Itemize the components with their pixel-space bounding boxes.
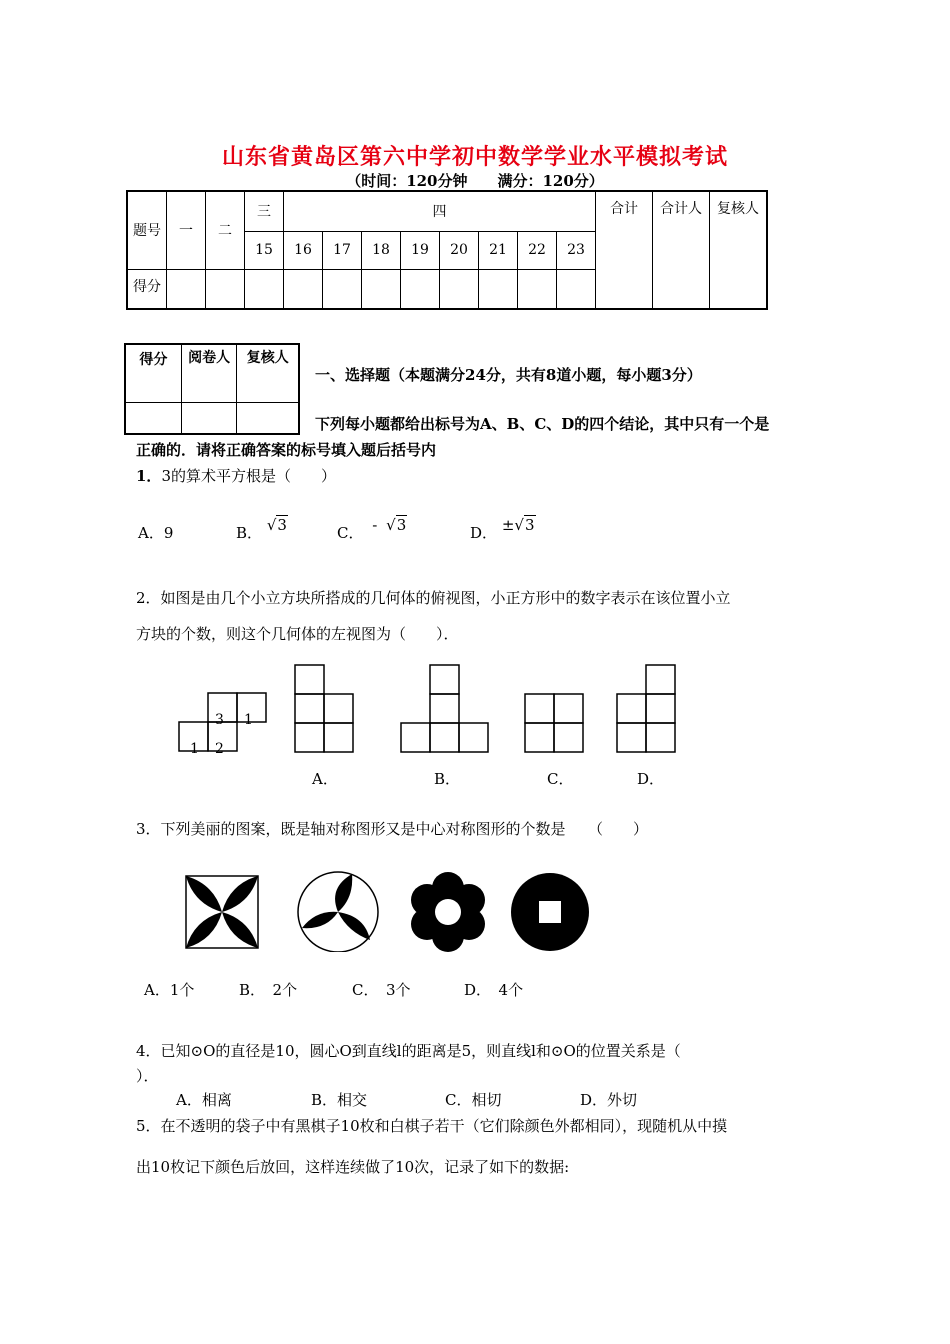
q1-option-d: D． ±√3 <box>470 516 535 542</box>
q2-option-label: D． <box>637 770 665 788</box>
heji-label: 合计 <box>596 191 653 309</box>
q2-option-label: A． <box>312 770 338 788</box>
grid-number: 3 <box>215 712 224 728</box>
section1-instruction-line1: 下列每小题都给出标号为A、B、C、D的四个结论，其中只有一个是 <box>315 415 770 433</box>
sqrt-icon: √3 <box>386 516 407 534</box>
score-table <box>126 190 768 310</box>
grid-number: 1 <box>244 712 253 728</box>
grid-number: 2 <box>215 741 224 757</box>
grader-fuheren-label: 复核人 <box>237 344 299 402</box>
tihao-label: 题号 <box>127 191 167 269</box>
q3-option-a: A．1个 <box>144 981 195 999</box>
score-cell[interactable] <box>401 269 440 309</box>
option-d-view <box>617 665 675 752</box>
section1-heading: 一、选择题（本题满分24分，共有8道小题，每小题3分） <box>315 366 702 384</box>
score-cell[interactable] <box>206 269 245 309</box>
q1-stem: 1．3的算术平方根是（ ） <box>136 467 336 485</box>
grid-number: 1 <box>190 741 199 757</box>
q1-option-a: A．9 <box>138 524 174 542</box>
sqrt-icon: √3 <box>266 516 287 534</box>
score-cell[interactable] <box>440 269 479 309</box>
grader-name-cell[interactable] <box>181 402 237 434</box>
q1-option-b: B． √3 <box>236 516 287 542</box>
q2-figures <box>160 660 700 800</box>
square-petals-icon <box>186 876 258 948</box>
q-num-22: 22 <box>518 231 557 269</box>
score-cell[interactable] <box>323 269 362 309</box>
q-num-18: 18 <box>362 231 401 269</box>
flower-icon <box>411 872 485 952</box>
q4-option-c: C．相切 <box>445 1091 502 1109</box>
score-cell[interactable] <box>167 269 206 309</box>
option-b-view <box>401 665 488 752</box>
q2-option-label: C． <box>547 770 574 788</box>
q5-stem-line2: 出10枚记下颜色后放回，这样连续做了10次，记录了如下的数据: <box>136 1158 570 1176</box>
exam-subtitle: （时间：120分钟 满分：120分） <box>346 172 604 190</box>
coin-icon <box>511 873 589 951</box>
grader-check-cell[interactable] <box>237 402 299 434</box>
q-num-17: 17 <box>323 231 362 269</box>
q-num-20: 20 <box>440 231 479 269</box>
q-num-23: 23 <box>557 231 596 269</box>
section-1: 一 <box>167 191 206 269</box>
option-a-view <box>295 665 353 752</box>
grader-score-cell[interactable] <box>125 402 181 434</box>
q4-option-d: D．外切 <box>580 1091 638 1109</box>
sqrt-icon: √3 <box>514 516 535 534</box>
score-cell[interactable] <box>362 269 401 309</box>
fuheren-label: 复核人 <box>710 191 768 309</box>
q-num-21: 21 <box>479 231 518 269</box>
option-c-view <box>525 694 583 752</box>
q2-stem-line2: 方块的个数，则这个几何体的左视图为（ ）． <box>136 625 459 643</box>
circle-three-petals-icon <box>298 872 378 952</box>
q3-option-d: D． 4个 <box>464 981 524 999</box>
q5-stem-line1: 5．在不透明的袋子中有黑棋子10枚和白棋子若干（它们除颜色外都相同），现随机从中摸 <box>136 1117 728 1135</box>
section-4: 四 <box>284 191 596 231</box>
page-title: 山东省黄岛区第六中学初中数学学业水平模拟考试 <box>221 144 728 170</box>
q4-stem-line1: 4．已知⊙O的直径是10，圆心O到直线l的距离是5，则直线l和⊙O的位置关系是（ <box>136 1042 681 1060</box>
q-num-16: 16 <box>284 231 323 269</box>
q3-figures <box>180 868 600 952</box>
hejiren-label: 合计人 <box>653 191 710 309</box>
q2-option-label: B． <box>434 770 461 788</box>
section1-instruction-line2: 正确的．请将正确答案的标号填入题后括号内 <box>136 441 437 459</box>
q-num-19: 19 <box>401 231 440 269</box>
score-cell[interactable] <box>518 269 557 309</box>
score-cell[interactable] <box>557 269 596 309</box>
q4-stem-line2: ）． <box>136 1067 159 1085</box>
section-2: 二 <box>206 191 245 269</box>
grader-table <box>124 343 300 435</box>
q1-option-c: C． - √3 <box>337 516 407 542</box>
score-cell[interactable] <box>284 269 323 309</box>
grader-defen-label: 得分 <box>125 344 181 402</box>
q3-option-c: C． 3个 <box>352 981 411 999</box>
q4-option-b: B．相交 <box>311 1091 368 1109</box>
q-num-15: 15 <box>245 231 284 269</box>
yuejuanren-label: 阅卷人 <box>181 344 237 402</box>
q4-option-a: A．相离 <box>176 1091 232 1109</box>
q2-stem-line1: 2．如图是由几个小立方块所搭成的几何体的俯视图，小正方形中的数字表示在该位置小立 <box>136 589 731 607</box>
defen-label: 得分 <box>127 269 167 309</box>
q3-stem: 3．下列美丽的图案，既是轴对称图形又是中心对称图形的个数是 （ ） <box>136 820 649 838</box>
score-cell[interactable] <box>245 269 284 309</box>
section-3: 三 <box>245 191 284 231</box>
q3-option-b: B． 2个 <box>239 981 298 999</box>
score-cell[interactable] <box>479 269 518 309</box>
